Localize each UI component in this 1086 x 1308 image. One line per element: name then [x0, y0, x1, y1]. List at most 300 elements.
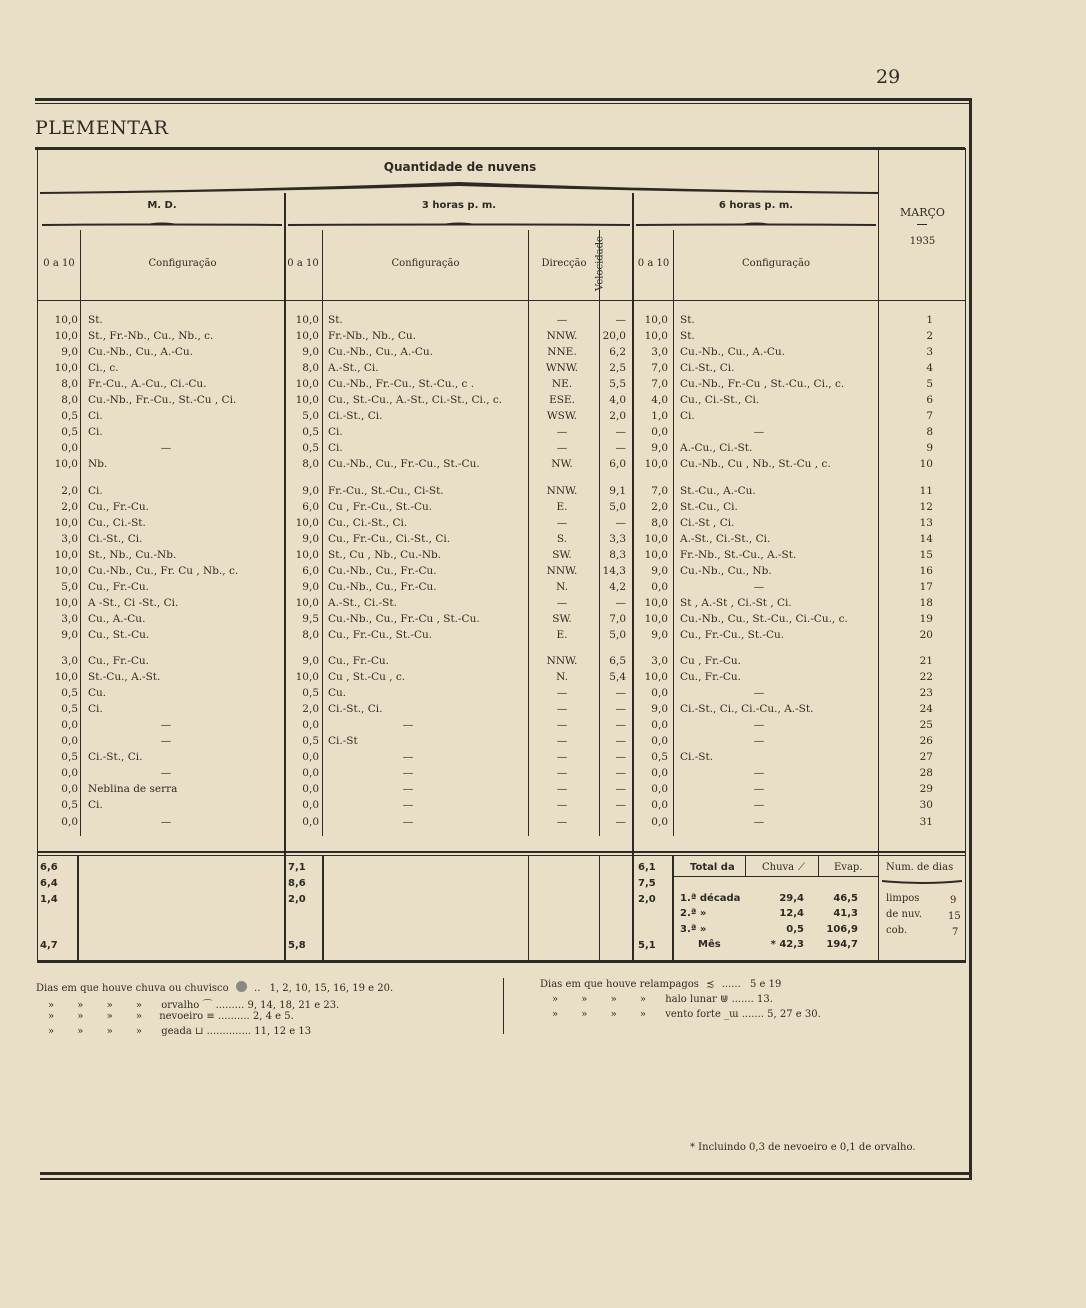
h3-scale: 2,0	[302, 703, 319, 716]
day-number: 31	[919, 815, 933, 828]
h3-config: St.	[328, 314, 343, 326]
h6-scale: 0,0	[651, 719, 668, 732]
day-number: 9	[926, 442, 933, 455]
h3-config: Cu., Fr.-Cu., Ci.-St., Ci.	[328, 532, 451, 545]
md-config: —	[160, 719, 172, 732]
md-config: Cu.-Nb., Cu., Fr. Cu , Nb., c.	[88, 564, 239, 577]
fog-icon: ≡ ..........	[206, 1011, 250, 1022]
limpos-label: limpos	[886, 893, 920, 904]
h3-config: A.-St., Ci.	[328, 362, 379, 375]
h3-speed: —	[615, 596, 626, 609]
h3-scale: 9,0	[302, 532, 319, 545]
h3-direction: ESE.	[549, 394, 575, 407]
h6-config: St , A.-St , Ci.-St , Ci.	[680, 596, 792, 609]
md-scale: 0,0	[61, 719, 78, 732]
clouds-group-header: Quantidade de nuvens	[383, 160, 537, 174]
h3-config: Cu.-Nb., Cu., Fr.-Cu.	[328, 564, 437, 577]
h3-direction: —	[556, 596, 568, 609]
h6-scale: 0,0	[651, 735, 668, 748]
h3-scale: 10,0	[295, 330, 319, 343]
md-config: Cu., Ci.-St.	[88, 516, 146, 529]
h6-scale: 10,0	[644, 458, 668, 471]
h3-scale: 6,0	[302, 500, 319, 513]
md-scale: 2,0	[61, 500, 78, 513]
h3-speed: —	[615, 719, 626, 732]
h3-speed: —	[615, 751, 626, 764]
h3-config: Cu., St.-Cu., A.-St., Ci.-St., Ci., c.	[328, 394, 503, 407]
h3-direction: N.	[556, 671, 568, 684]
h6-scale: 10,0	[644, 612, 668, 625]
footer-chuva: Dias em que houve chuva ou chuvisco .. 1, 2, 10, 15, 16, 19 e 20.	[36, 983, 394, 994]
h3-config: Ci.	[328, 426, 343, 439]
h3-scale-header: 0 a 10	[287, 258, 319, 269]
h6-scale: 10,0	[644, 548, 668, 561]
h3-config: —	[402, 719, 414, 732]
h6-config: St.-Cu., Ci.	[680, 500, 738, 513]
year-dash	[917, 224, 927, 225]
v-tot-2	[322, 855, 324, 960]
day-number: 19	[919, 612, 933, 625]
h3-direction: SW.	[552, 612, 572, 625]
md-config: —	[160, 442, 172, 455]
h6-header: 6 horas p. m.	[718, 200, 794, 211]
bottom-rule	[40, 1172, 972, 1175]
right-border-outer	[969, 98, 972, 1178]
h6-scale: 0,0	[651, 426, 668, 439]
day-number: 30	[919, 799, 933, 812]
md-scale: 10,0	[54, 458, 78, 471]
h6-scale: 10,0	[644, 596, 668, 609]
h3-scale: 9,5	[302, 612, 319, 625]
footer-nevoeiro	[48, 1011, 294, 1022]
h3-direction: —	[556, 426, 568, 439]
day-number: 17	[919, 580, 933, 593]
h6-scale-header: 0 a 10	[637, 258, 670, 269]
h3-config: Cu.-Nb., Cu., A.-Cu.	[328, 346, 434, 359]
group-brace	[40, 178, 878, 196]
h6-config: Fr.-Nb., St.-Cu., A.-St.	[680, 548, 797, 561]
h6-config: —	[753, 687, 765, 700]
h3-direction: N.	[556, 580, 568, 593]
nevoeiro-label: nevoeiro	[159, 1011, 204, 1022]
h6-config: —	[753, 735, 765, 748]
v-tot-4	[599, 855, 600, 960]
h3-speed: —	[615, 426, 626, 439]
h3-config: Fr.-Nb., Nb., Cu.	[328, 330, 417, 343]
day-number: 10	[919, 458, 933, 471]
h3-config: Ci.	[328, 442, 343, 455]
md-config: Neblina de serra	[88, 783, 178, 796]
h3-scale: 0,5	[302, 735, 319, 748]
md-scale: 10,0	[54, 362, 78, 375]
h6-config: Cu.-Nb., Fr.-Cu , St.-Cu., Ci., c.	[680, 378, 845, 391]
md-scale: 9,0	[61, 346, 78, 359]
h6-scale: 7,0	[651, 378, 668, 391]
h6-config: Cu., Fr.-Cu., St.-Cu.	[680, 628, 785, 641]
h3-direction: NW.	[551, 458, 573, 471]
md-config: Fr.-Cu., A.-Cu., Ci.-Cu.	[88, 378, 207, 391]
md-scale: 0,5	[61, 687, 78, 700]
day-number: 4	[926, 362, 933, 375]
h3-direction: E.	[556, 500, 568, 513]
day-number: 18	[919, 596, 933, 609]
h6-scale: 0,0	[651, 783, 668, 796]
decade-3-label: 3.ª »	[680, 924, 707, 935]
h6-scale: 2,0	[651, 500, 668, 513]
halo-icon: ⋓ .......	[720, 994, 754, 1005]
h3-config-header: Configuração	[391, 258, 460, 269]
h6-config: Cu.-Nb., Cu., St.-Cu., Ci.-Cu., c.	[680, 612, 848, 625]
h3-speed: 8,3	[609, 548, 626, 561]
h3-scale: 0,0	[302, 719, 319, 732]
h3-config: Fr.-Cu., St.-Cu., Ci-St.	[328, 484, 444, 497]
h3-speed: 20,0	[602, 330, 626, 343]
h3-scale: 0,5	[302, 687, 319, 700]
md-config: Cu.-Nb., Cu., A.-Cu.	[88, 346, 194, 359]
md-scale: 0,0	[61, 442, 78, 455]
h3-speed: 6,2	[609, 346, 626, 359]
relamp-days: 5 e 19	[749, 979, 782, 990]
evap-col-line	[818, 856, 819, 876]
md-brace	[42, 218, 282, 228]
md-scale: 0,5	[61, 703, 78, 716]
h3-total-2: 8,6	[288, 878, 306, 889]
page-number: 29	[876, 66, 901, 88]
h3-config: St., Cu , Nb., Cu.-Nb.	[328, 548, 442, 561]
h6-scale: 8,0	[651, 516, 668, 529]
h3-direction: —	[556, 783, 568, 796]
right-border-inner	[965, 148, 966, 963]
day-number: 5	[926, 378, 933, 391]
footer-vento	[552, 1009, 821, 1020]
h3-scale: 9,0	[302, 580, 319, 593]
page-title: PLEMENTAR	[35, 117, 169, 139]
top-rule-thin	[35, 103, 971, 104]
lightning-icon: ≾	[706, 979, 715, 990]
halo-days: 13.	[757, 994, 773, 1005]
h6-scale: 4,0	[651, 394, 668, 407]
h3-config: A.-St., Ci.-St.	[328, 596, 397, 609]
evap-value-3: 106,9	[826, 924, 858, 935]
h3-config: Ci.-St	[328, 735, 358, 748]
totals-top-rule	[38, 851, 965, 853]
h6-config: —	[753, 580, 765, 593]
vento-label: vento forte	[665, 1009, 721, 1020]
footer-orvalho	[48, 996, 339, 1011]
relamp-label: Dias em que houve relampagos	[540, 979, 699, 990]
h3-total-3: 2,0	[288, 894, 306, 905]
h3-config: Cu., Fr.-Cu., St.-Cu.	[328, 628, 433, 641]
md-config: St., Nb., Cu.-Nb.	[88, 548, 177, 561]
h6-config: Cu.-Nb., Cu., A.-Cu.	[680, 346, 786, 359]
md-scale: 10,0	[54, 564, 78, 577]
h6-config-header: Configuração	[742, 258, 810, 269]
day-number: 6	[926, 394, 933, 407]
v-sub-5	[673, 230, 674, 836]
day-number: 14	[919, 532, 933, 545]
total-header-rule	[674, 876, 878, 877]
h6-config: Ci.-St , Ci.	[680, 516, 735, 529]
md-scale: 8,0	[61, 394, 78, 407]
cob-value: 7	[952, 927, 959, 938]
h6-config: —	[753, 767, 765, 780]
h3-config: Ci.-St., Ci.	[328, 410, 383, 423]
md-scale: 10,0	[54, 671, 78, 684]
day-number: 7	[926, 410, 933, 423]
md-scale: 2,0	[61, 484, 78, 497]
limpos-value: 9	[950, 895, 957, 906]
bottom-rule-2	[40, 1178, 972, 1180]
h3-config: —	[402, 767, 414, 780]
ditto-marks: » » » »	[552, 994, 657, 1005]
h6-config: Cu , Fr.-Cu.	[680, 655, 741, 667]
h6-config: Ci.-St.	[680, 751, 714, 764]
h6-scale: 10,0	[644, 671, 668, 684]
md-config: Nb.	[88, 458, 108, 471]
h6-scale: 0,0	[651, 580, 668, 593]
md-scale: 0,0	[61, 783, 78, 796]
h3-config: Cu.	[328, 687, 347, 700]
h3-scale: 10,0	[295, 378, 319, 391]
ditto-marks: » » » »	[48, 1011, 153, 1022]
h6-config: Ci.-St., Ci.	[680, 362, 735, 375]
h3-speed: —	[615, 516, 626, 529]
totals-top-rule-2	[38, 855, 965, 856]
h3-speed: 4,0	[609, 394, 626, 407]
h3-speed: —	[615, 314, 626, 326]
h3-direction: NNW.	[546, 484, 578, 497]
h3-direction: SW.	[552, 548, 572, 561]
header-bottom-rule	[38, 300, 965, 301]
day-number: 29	[919, 783, 933, 796]
chuva-icon: ⟋	[798, 862, 805, 873]
h6-config: —	[753, 719, 765, 732]
h3-direction: NNW.	[546, 564, 578, 577]
v-tot-1	[77, 855, 79, 960]
h3-speed: —	[615, 703, 626, 716]
h3-config: Cu , St.-Cu , c.	[328, 671, 406, 684]
md-scale: 0,5	[61, 410, 78, 423]
h3-speed: —	[615, 442, 626, 455]
md-scale: 10,0	[54, 516, 78, 529]
h3-speed: 6,5	[609, 655, 626, 667]
h3-config: Cu.-Nb., Cu., Fr.-Cu., St.-Cu.	[328, 458, 480, 471]
wind-icon: _ɯ .......	[724, 1009, 764, 1020]
h3-direction: —	[556, 687, 568, 700]
h3-config: Cu.-Nb., Fr.-Cu., St.-Cu., c .	[328, 378, 475, 391]
chuva-col-line	[745, 856, 746, 876]
day-number: 12	[919, 500, 933, 513]
md-scale: 10,0	[54, 548, 78, 561]
h6-config: Cu.-Nb., Cu , Nb., St.-Cu , c.	[680, 458, 831, 471]
h6-config: A.-Cu., Ci.-St.	[680, 442, 753, 455]
h6-config: St.	[680, 314, 695, 326]
h6-scale: 9,0	[651, 442, 668, 455]
md-total-4: 4,7	[40, 940, 58, 951]
decade-1-label: 1.ª década	[680, 893, 741, 904]
geada-label: geada	[161, 1026, 192, 1037]
h3-direction: NNE.	[547, 346, 577, 359]
h6-scale: 7,0	[651, 362, 668, 375]
md-scale: 9,0	[61, 628, 78, 641]
md-config: Cu., St.-Cu.	[88, 628, 150, 641]
chuva-label: Chuva	[762, 862, 795, 873]
h3-speed: —	[615, 815, 626, 828]
h3-direction: —	[556, 799, 568, 812]
md-config: Cu., A.-Cu.	[88, 612, 146, 625]
h6-scale: 10,0	[644, 314, 668, 326]
orvalho-label: orvalho	[161, 1000, 200, 1011]
h3-direction: —	[556, 442, 568, 455]
h3-direction: —	[556, 815, 568, 828]
md-config: —	[160, 767, 172, 780]
chuva-value-2: 12,4	[779, 908, 804, 919]
h3-direction: —	[556, 703, 568, 716]
rain-icon	[236, 981, 247, 992]
h3-scale: 10,0	[295, 671, 319, 684]
v-sub-2	[322, 230, 323, 836]
h3-scale: 0,5	[302, 442, 319, 455]
h3-config: —	[402, 783, 414, 796]
day-number: 25	[919, 719, 933, 732]
nuv-label: de nuv.	[886, 909, 923, 920]
h3-speed: —	[615, 767, 626, 780]
decade-2-label: 2.ª »	[680, 908, 707, 919]
md-config: Ci.	[88, 410, 103, 423]
h6-scale: 10,0	[644, 330, 668, 343]
h3-config: Cu.-Nb., Cu., Fr.-Cu , St.-Cu.	[328, 612, 480, 625]
h3-scale: 0,0	[302, 767, 319, 780]
footer-divider	[503, 978, 504, 1034]
table-top-rule	[35, 147, 965, 150]
h6-brace	[636, 218, 876, 228]
md-total-2: 6,4	[40, 878, 58, 889]
h3-speed: 2,5	[609, 362, 626, 375]
md-scale: 5,0	[61, 580, 78, 593]
md-config: Ci.-St., Ci.	[88, 532, 143, 545]
md-scale: 0,0	[61, 767, 78, 780]
h3-scale: 8,0	[302, 628, 319, 641]
md-scale: 0,5	[61, 799, 78, 812]
h3-direction: —	[556, 751, 568, 764]
h3-config: Cu.-Nb., Cu., Fr.-Cu.	[328, 580, 437, 593]
h3-direction: NNW.	[546, 655, 578, 667]
h3-direction: NE.	[551, 378, 573, 391]
h6-config: —	[753, 815, 765, 828]
h6-scale: 3,0	[651, 346, 668, 359]
h3-config: Cu , Fr.-Cu., St.-Cu.	[328, 500, 433, 513]
dew-icon: ⌒ .........	[202, 1000, 245, 1011]
h3-speed: 5,5	[609, 378, 626, 391]
md-config: Ci.-St., Ci.	[88, 751, 143, 764]
totals-bottom-rule	[38, 960, 965, 963]
md-config: Cu., Fr.-Cu.	[88, 655, 149, 667]
md-config-header: Configuração	[148, 258, 217, 269]
h6-scale: 0,0	[651, 767, 668, 780]
h3-total-1: 7,1	[288, 862, 306, 873]
v-tot-3	[528, 855, 529, 960]
h6-config: A.-St., Ci.-St., Ci.	[680, 532, 771, 545]
nuv-value: 15	[948, 911, 961, 922]
h3-speed: —	[615, 687, 626, 700]
h3-scale: 10,0	[295, 516, 319, 529]
h3-speed: 14,3	[602, 564, 626, 577]
chuva-value-1: 29,4	[779, 893, 804, 904]
h6-scale: 9,0	[651, 564, 668, 577]
h3-scale: 10,0	[295, 314, 319, 326]
md-scale: 0,5	[61, 751, 78, 764]
h3-scale: 5,0	[302, 410, 319, 423]
h3-config: —	[402, 799, 414, 812]
h3-direction: E.	[556, 628, 568, 641]
h3-brace	[288, 218, 630, 228]
day-number: 1	[926, 314, 933, 326]
h3-scale: 10,0	[295, 394, 319, 407]
h3-direction: WNW.	[545, 362, 579, 375]
h6-total-2: 7,5	[638, 878, 656, 889]
chuva-days: 1, 2, 10, 15, 16, 19 e 20.	[269, 983, 394, 994]
day-number: 28	[919, 767, 933, 780]
day-number: 16	[919, 564, 933, 577]
day-number: 23	[919, 687, 933, 700]
evap-value-4: 194,7	[826, 939, 858, 950]
h3-speed: 5,4	[609, 671, 626, 684]
orvalho-days: 9, 14, 18, 21 e 23.	[247, 1000, 340, 1011]
h3-total-4: 5,8	[288, 940, 306, 951]
h6-scale: 9,0	[651, 703, 668, 716]
h3-speed: 4,2	[609, 580, 626, 593]
h3-config: —	[402, 751, 414, 764]
h3-direction: S.	[556, 532, 568, 545]
ditto-marks: » » » »	[552, 1009, 657, 1020]
day-number: 27	[919, 751, 933, 764]
md-config: Ci.	[88, 799, 103, 812]
md-scale: 10,0	[54, 314, 78, 326]
num-dias-label: Num. de dias	[886, 862, 954, 873]
md-config: —	[160, 735, 172, 748]
cob-label: cob.	[886, 925, 908, 936]
day-number: 15	[919, 548, 933, 561]
day-number: 13	[919, 516, 933, 529]
h3-scale: 8,0	[302, 458, 319, 471]
evap-value-2: 41,3	[833, 908, 858, 919]
md-scale: 3,0	[61, 532, 78, 545]
md-config: St.	[88, 314, 103, 326]
md-header: M. D.	[147, 200, 177, 211]
md-scale: 8,0	[61, 378, 78, 391]
h6-total-3: 2,0	[638, 894, 656, 905]
h6-config: Cu.-Nb., Cu., Nb.	[680, 564, 772, 577]
day-number: 11	[919, 484, 933, 497]
h3-scale: 9,0	[302, 484, 319, 497]
md-scale: 0,0	[61, 815, 78, 828]
md-scale: 10,0	[54, 596, 78, 609]
md-config: Ci.	[88, 703, 103, 716]
day-number: 2	[926, 330, 933, 343]
h6-scale: 0,0	[651, 799, 668, 812]
md-total-1: 6,6	[40, 862, 58, 873]
h6-config: Cu., Fr.-Cu.	[680, 671, 741, 684]
h3-scale: 10,0	[295, 596, 319, 609]
h6-config: St.-Cu., A.-Cu.	[680, 484, 756, 497]
h6-scale: 10,0	[644, 532, 668, 545]
md-config: St., Fr.-Nb., Cu., Nb., c.	[88, 330, 214, 343]
md-total-3: 1,4	[40, 894, 58, 905]
h3-speed: —	[615, 735, 626, 748]
h3-scale: 10,0	[295, 548, 319, 561]
day-number: 24	[919, 703, 933, 716]
h3-scale: 9,0	[302, 346, 319, 359]
